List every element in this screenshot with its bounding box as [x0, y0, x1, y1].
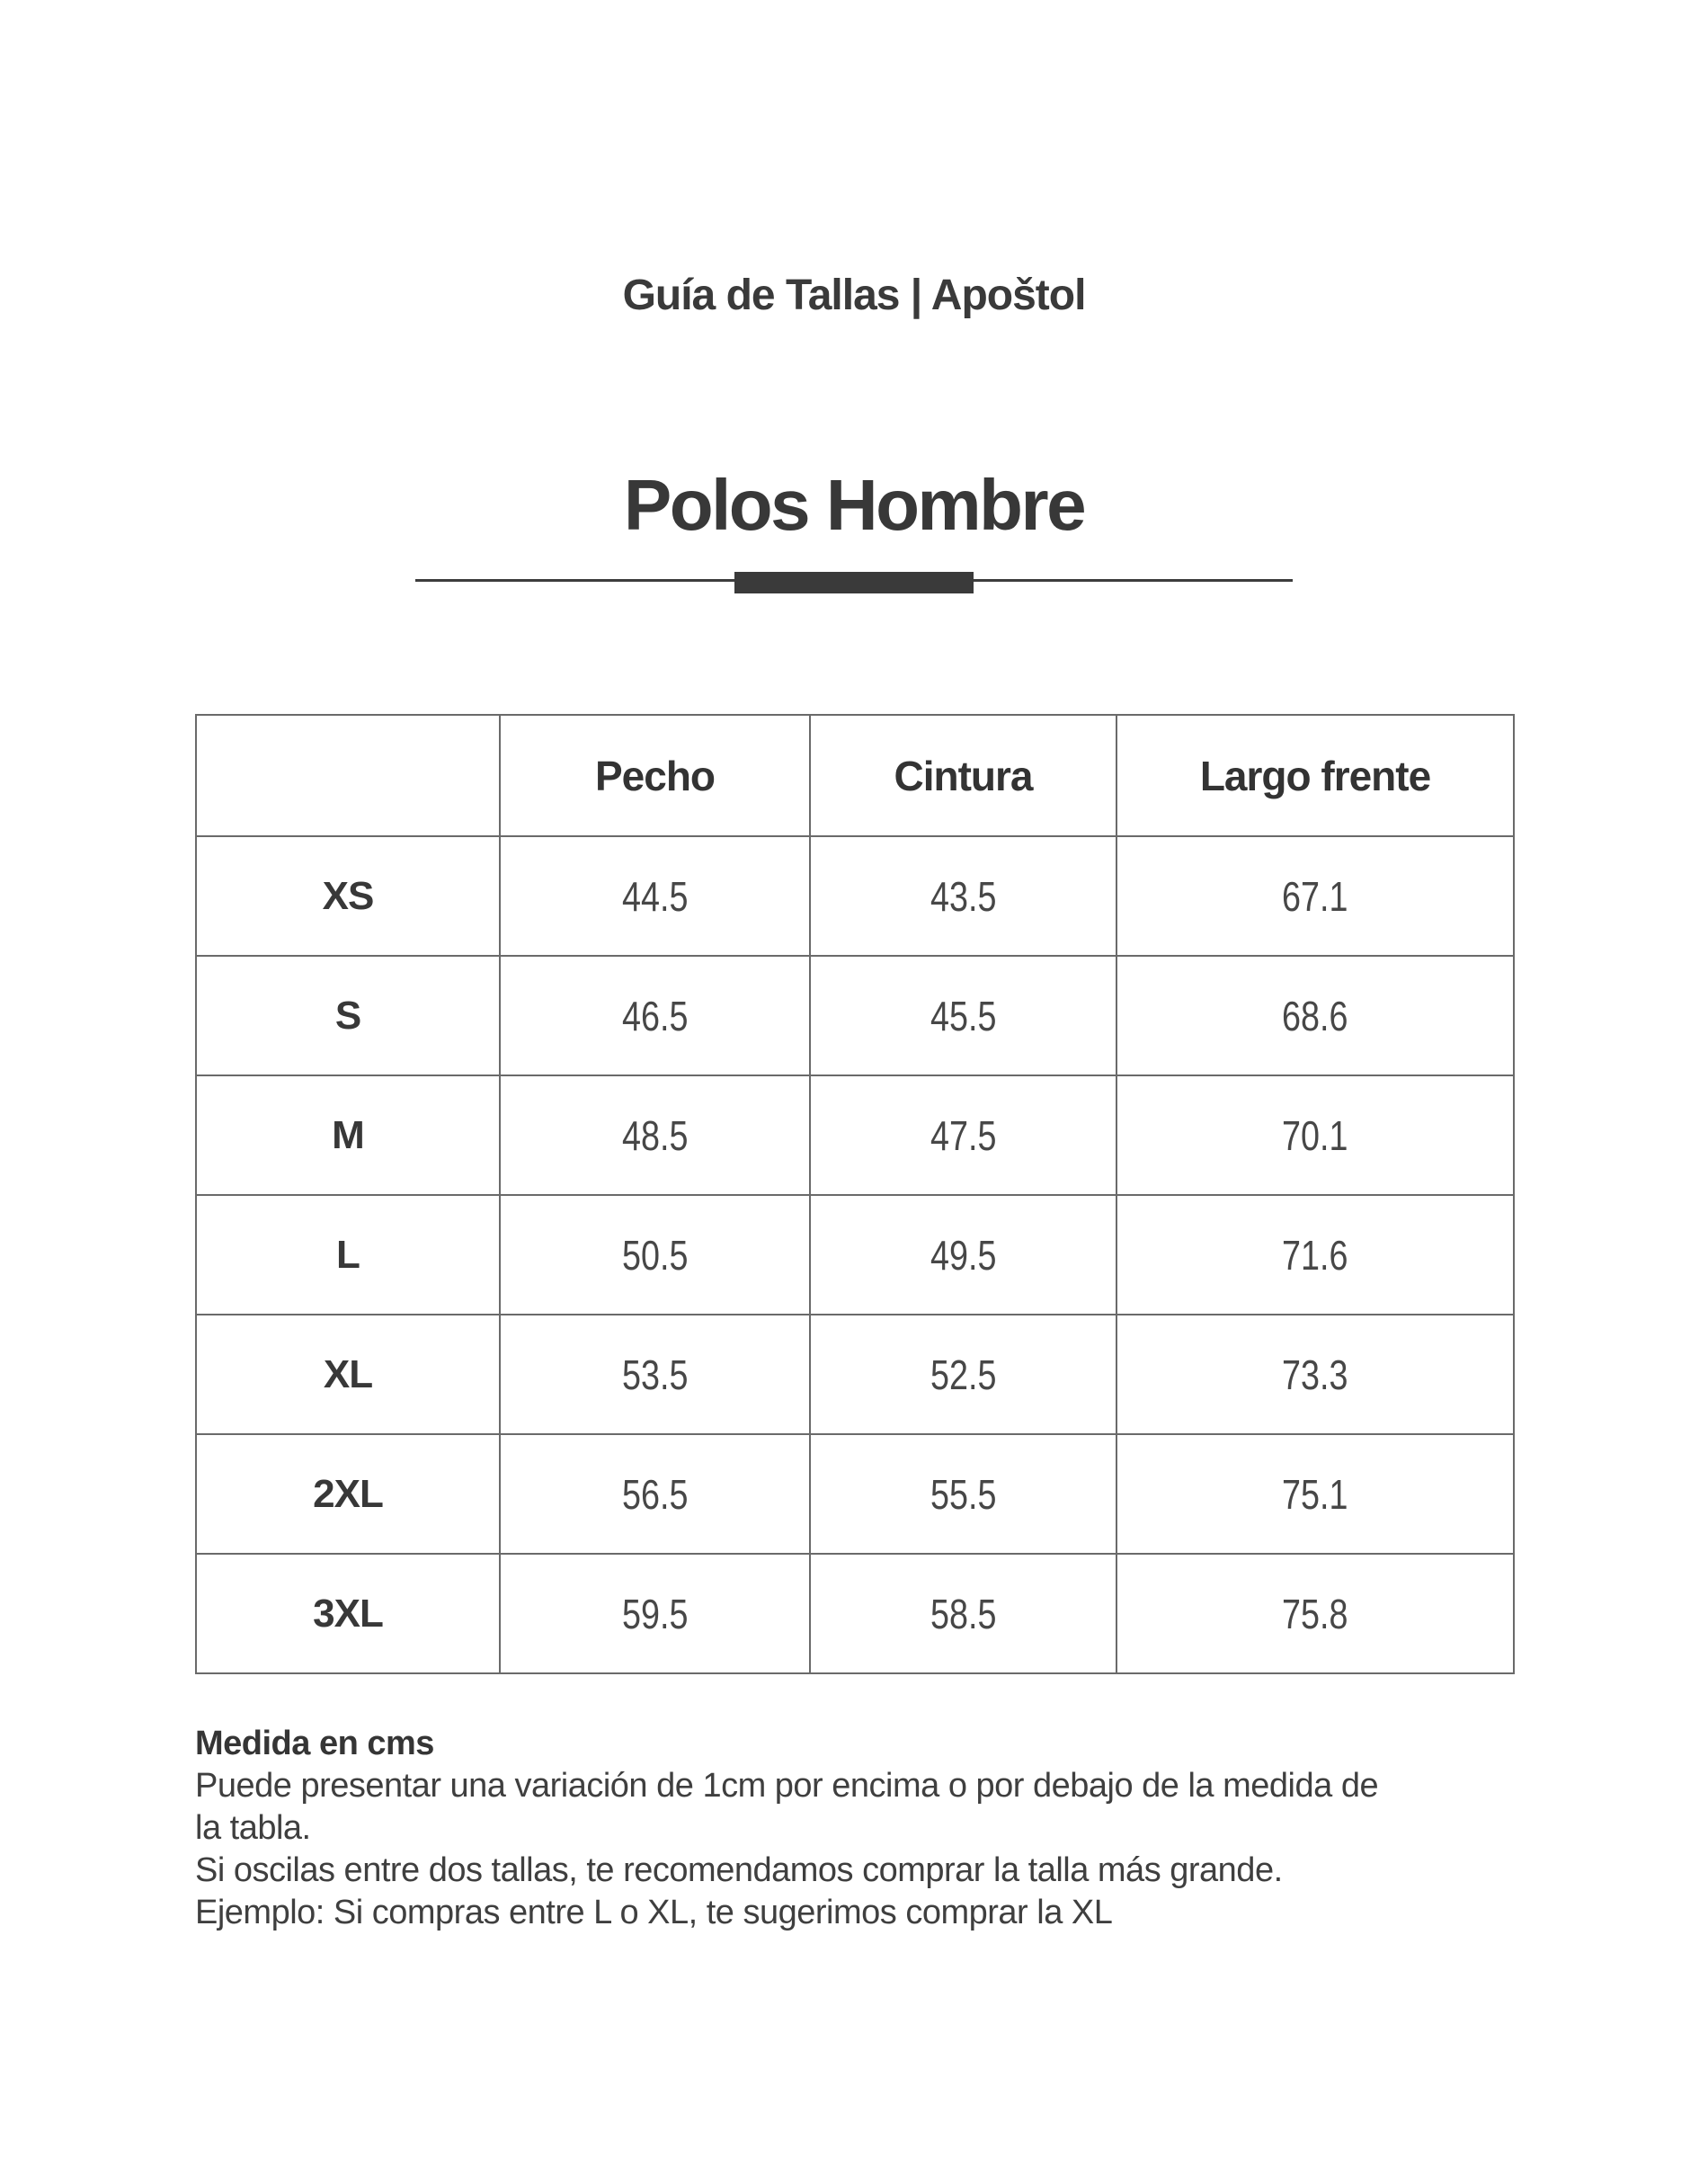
size-label: L [196, 1195, 500, 1315]
measurement-value: 75.8 [1282, 1590, 1348, 1637]
table-row-xl [196, 1315, 1514, 1434]
table-row-m [196, 1075, 1514, 1195]
measurement-value: 43.5 [930, 872, 997, 920]
pecho-cell [500, 1195, 810, 1315]
measurement-value: 55.5 [930, 1470, 997, 1518]
measurement-value: 59.5 [621, 1590, 689, 1637]
measurement-value: 47.5 [930, 1111, 997, 1159]
table-row-xs [196, 836, 1514, 956]
cintura-cell [810, 1195, 1116, 1315]
corner-cell [196, 715, 500, 836]
cintura-cell [810, 956, 1116, 1075]
footer-line: Si oscilas entre dos tallas, te recomendamos comprar la talla más grande. [195, 1851, 1283, 1889]
column-header-pecho: Pecho [500, 715, 810, 836]
cintura-cell [810, 836, 1116, 956]
measurement-value: 58.5 [930, 1590, 997, 1637]
measurement-value: 48.5 [621, 1111, 689, 1159]
largo-frente-cell [1116, 956, 1514, 1075]
table-row-2xl [196, 1434, 1514, 1554]
cintura-cell [810, 1434, 1116, 1554]
measurement-value: 68.6 [1282, 992, 1348, 1039]
largo-frente-cell [1116, 1075, 1514, 1195]
largo-frente-cell [1116, 1434, 1514, 1554]
cintura-cell [810, 1075, 1116, 1195]
largo-frente-cell [1116, 1195, 1514, 1315]
doc-title: Guía de Tallas | Apoštol [622, 272, 1086, 319]
measurement-value: 71.6 [1282, 1231, 1348, 1279]
section-title: Polos Hombre [623, 465, 1085, 545]
measurement-value: 70.1 [1282, 1111, 1348, 1159]
size-label: 2XL [196, 1434, 500, 1554]
largo-frente-cell [1116, 836, 1514, 956]
measurement-value: 52.5 [930, 1351, 997, 1398]
table-row-l [196, 1195, 1514, 1315]
table-header-row [196, 715, 1514, 836]
pecho-cell [500, 1315, 810, 1434]
measurement-value: 45.5 [930, 992, 997, 1039]
size-label: XL [196, 1315, 500, 1434]
size-label: S [196, 956, 500, 1075]
footer-note [195, 1723, 1543, 1934]
size-table [195, 714, 1515, 1674]
cintura-cell [810, 1315, 1116, 1434]
column-header-largo-frente: Largo frente [1116, 715, 1514, 836]
measurement-value: 56.5 [621, 1470, 689, 1518]
largo-frente-cell [1116, 1554, 1514, 1673]
footer-line: la tabla. [195, 1809, 311, 1847]
measurement-value: 44.5 [621, 872, 689, 920]
pecho-cell [500, 956, 810, 1075]
measurement-value: 53.5 [621, 1351, 689, 1398]
measurement-value: 49.5 [930, 1231, 997, 1279]
cintura-cell [810, 1554, 1116, 1673]
measurement-value: 73.3 [1282, 1351, 1348, 1398]
pecho-cell [500, 1434, 810, 1554]
size-label: XS [196, 836, 500, 956]
measurement-value: 46.5 [621, 992, 689, 1039]
footer-heading: Medida en cms [195, 1725, 434, 1762]
pecho-cell [500, 836, 810, 956]
measurement-value: 75.1 [1282, 1470, 1348, 1518]
table-row-s [196, 956, 1514, 1075]
pecho-cell [500, 1554, 810, 1673]
footer-line: Puede presentar una variación de 1cm por encima o por debajo de la medida de [195, 1767, 1379, 1805]
divider-accent-bar [734, 572, 974, 593]
size-label: 3XL [196, 1554, 500, 1673]
pecho-cell [500, 1075, 810, 1195]
measurement-value: 50.5 [621, 1231, 689, 1279]
largo-frente-cell [1116, 1315, 1514, 1434]
footer-line: Ejemplo: Si compras entre L o XL, te sugerimos comprar la XL [195, 1894, 1113, 1931]
size-label: M [196, 1075, 500, 1195]
column-header-cintura: Cintura [810, 715, 1116, 836]
measurement-value: 67.1 [1282, 872, 1348, 920]
table-row-3xl [196, 1554, 1514, 1673]
